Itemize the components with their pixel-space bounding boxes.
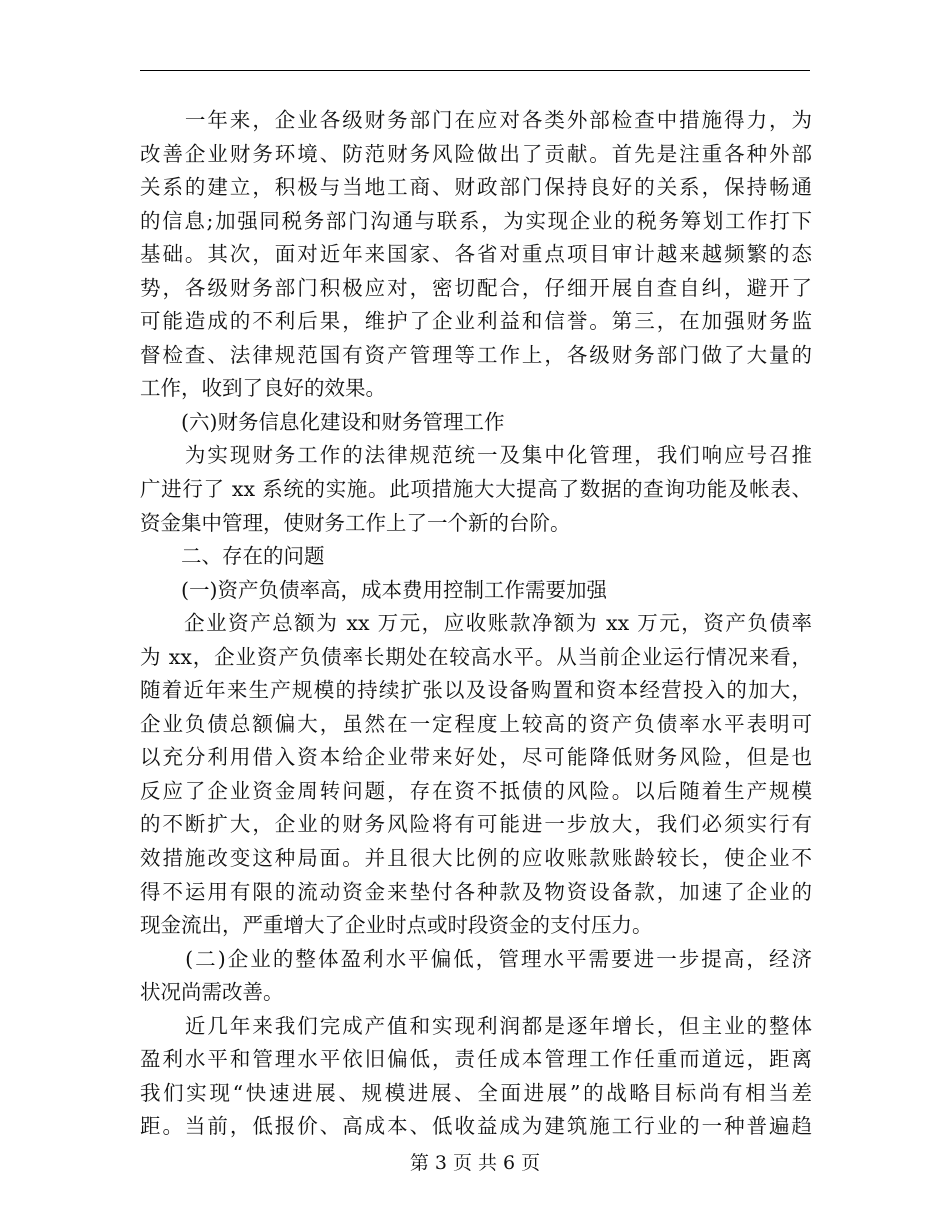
paragraph-line: 企业资产总额为 xx 万元，应收账款净额为 xx 万元，资产负债率 [140,611,812,636]
paragraph-line: 资金集中管理，使财务工作上了一个新的台阶。 [140,510,571,535]
paragraph-line: 改善企业财务环境、防范财务风险做出了贡献。首先是注重各种外部 [140,141,812,166]
paragraph-line: 基础。其次，面对近年来国家、各省对重点项目审计越来越频繁的态 [140,242,812,267]
paragraph-line: 近几年来我们完成产值和实现利润都是逐年增长，但主业的整体 [140,1013,812,1038]
paragraph-line: 得不运用有限的流动资金来垫付各种款及物资设备款，加速了企业的 [140,879,812,904]
paragraph-line: 二、存在的问题 [140,544,325,569]
paragraph-line: 势，各级财务部门积极应对，密切配合，仔细开展自查自纠，避开了 [140,275,812,300]
paragraph-line: 效措施改变这种局面。并且很大比例的应收账款账龄较长，使企业不 [140,846,812,871]
paragraph-line: 为实现财务工作的法律规范统一及集中化管理，我们响应号召推 [140,443,812,468]
paragraph-line: (二)企业的整体盈利水平偏低，管理水平需要进一步提高，经济 [140,946,812,971]
paragraph-line: 广进行了 xx 系统的实施。此项措施大大提高了数据的查询功能及帐表、 [140,477,812,502]
paragraph-line: 一年来，企业各级财务部门在应对各类外部检查中措施得力，为 [140,108,812,132]
paragraph-line: 随着近年来生产规模的持续扩张以及设备购置和资本经营投入的加大， [140,678,812,703]
paragraph-line: 我们实现“快速进展、规模进展、全面进展”的战略目标尚有相当差 [140,1080,812,1105]
paragraph-line: 状况尚需改善。 [140,980,284,1005]
paragraph-line: 督检查、法律规范国有资产管理等工作上，各级财务部门做了大量的 [140,342,812,367]
paragraph-line: (六)财务信息化建设和财务管理工作 [140,409,505,434]
paragraph-line: 盈利水平和管理水平依旧偏低，责任成本管理工作任重而道远，距离 [140,1047,812,1072]
paragraph-line: 为 xx，企业资产负债率长期处在较高水平。从当前企业运行情况来看， [140,644,812,669]
paragraph-line: 可能造成的不利后果，维护了企业利益和信誉。第三，在加强财务监 [140,309,812,334]
paragraph-line: 距。当前，低报价、高成本、低收益成为建筑施工行业的一种普遍趋 [140,1114,812,1139]
paragraph-line: 以充分利用借入资本给企业带来好处，尽可能降低财务风险，但是也 [140,745,812,770]
page-number: 第 3 页 共 6 页 [409,1152,541,1174]
document-body [140,104,812,1144]
paragraph-line: 关系的建立，积极与当地工商、财政部门保持良好的关系，保持畅通 [140,175,812,200]
paragraph-line: 工作，收到了良好的效果。 [140,376,386,401]
paragraph-line: 反应了企业资金周转问题，存在资不抵债的风险。以后随着生产规模 [140,778,812,803]
paragraph-line: 现金流出，严重增大了企业时点或时段资金的支付压力。 [140,913,653,938]
paragraph-line: 企业负债总额偏大，虽然在一定程度上较高的资产负债率水平表明可 [140,711,812,736]
paragraph-line: 的不断扩大，企业的财务风险将有可能进一步放大，我们必须实行有 [140,812,812,837]
paragraph-line: 的信息;加强同税务部门沟通与联系，为实现企业的税务筹划工作打下 [140,208,812,233]
paragraph-line: (一)资产负债率高，成本费用控制工作需要加强 [140,577,607,602]
header-rule [140,70,810,71]
